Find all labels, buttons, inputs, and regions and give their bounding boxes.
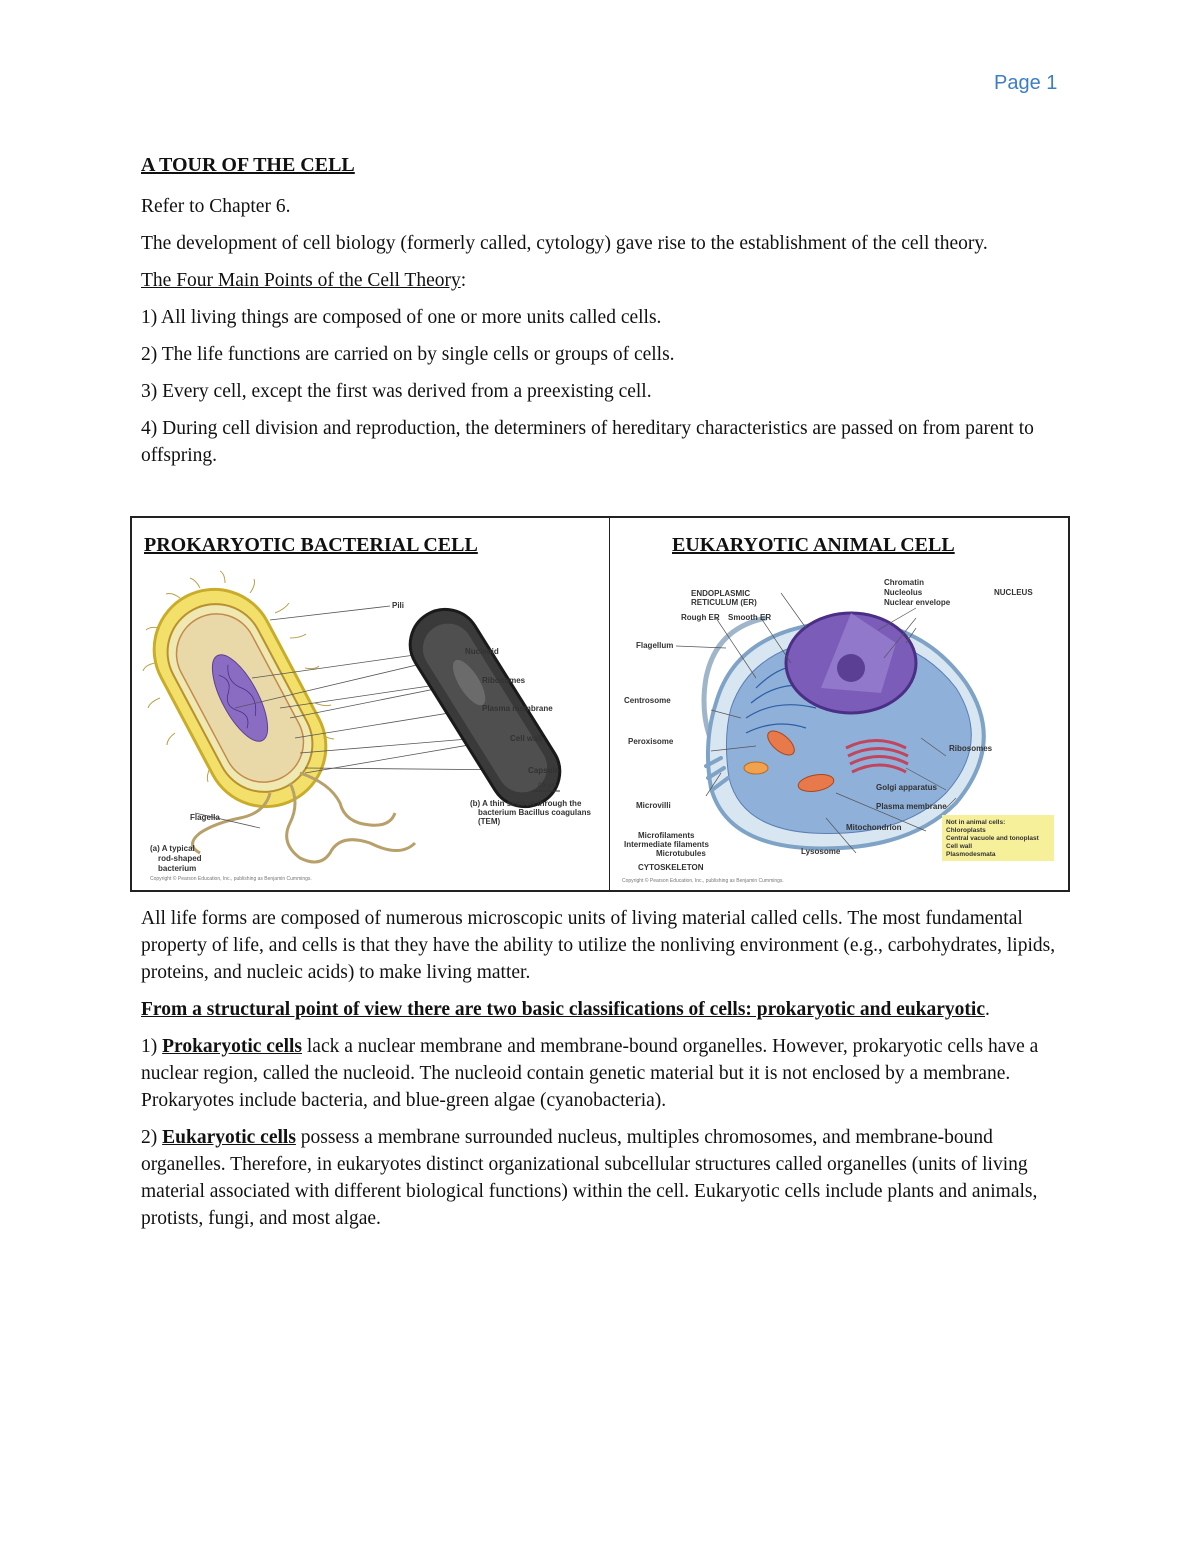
prok-number: 1) [141,1036,163,1057]
label-scale: 0.5 µm [538,783,557,789]
refer-text: Refer to Chapter 6. [141,196,291,217]
note-line-2: Chloroplasts [946,827,986,834]
structural-heading-period: . [985,999,990,1020]
label-microtubules: Microtubules [656,849,706,858]
euk-number: 2) [141,1127,163,1148]
note-line-5: Plasmodesmata [946,851,996,858]
cell-theory-list [141,304,1061,469]
label-cytoskeleton: CYTOSKELETON [638,863,704,872]
points-heading-colon: : [460,270,467,291]
label-plasma-membrane-e: Plasma membrane [876,802,947,811]
label-plasma-membrane: Plasma membrane [482,704,553,713]
label-pili: Pili [392,601,405,610]
note-line-4: Cell wall [946,843,973,850]
caption-a-1: (a) A typical [150,844,195,853]
label-capsule: Capsule [528,766,560,775]
note-line-1: Not in animal cells: [946,819,1006,826]
label-ribosomes: Ribosomes [482,676,526,685]
list-item: 1) All living things are composed of one or more units called cells. [141,307,662,328]
development-text: The development of cell biology (formerly called, cytology) gave rise to the establishment of the cell theory. [141,233,988,254]
label-flagella: Flagella [190,813,220,822]
label-smooth-er: Smooth ER [728,613,772,622]
note-line-3: Central vacuole and tonoplast [946,835,1039,842]
eukaryotic-paragraph [141,1124,1061,1232]
intro-section [141,150,1061,479]
life-forms-text: All life forms are composed of numerous microscopic units of living material called cells. The most fundamental property of life, and cells is that they have the ability to utilize the nonliving environment (e.g., carbohydrates, lipids, proteins, and nucleic acids) to make living matter. [141,908,1056,983]
copyright-left: Copyright © Pearson Education, Inc., publishing as Benjamin Cummings. [150,876,312,882]
label-nucleolus: Nucleolus [884,588,923,597]
cell-figure-table [130,516,1070,892]
label-er-1: ENDOPLASMIC [691,589,751,598]
list-item: 2) The life functions are carried on by single cells or groups of cells. [141,344,675,365]
body-section [141,905,1061,1242]
prokaryotic-paragraph [141,1033,1061,1114]
label-microvilli: Microvilli [636,801,671,810]
page-title: A TOUR OF THE CELL [141,154,355,176]
prokaryotic-term: Prokaryotic cells [162,1036,303,1057]
label-peroxisome: Peroxisome [628,737,674,746]
label-chromatin: Chromatin [884,578,924,587]
label-nuclear-envelope: Nuclear envelope [884,598,951,607]
prokaryotic-title: PROKARYOTIC BACTERIAL CELL [144,534,478,556]
eukaryotic-text: possess a membrane surrounded nucleus, multiples chromosomes, and membrane-bound organelles. Therefore, in eukaryotes distinct organizational subcellular structures called organelles (units of living material associated with different biological functions) within the cell. Eukaryotic cells include plants and animals, protists, fungi, and most algae. [141,1127,1038,1229]
points-heading-text: The Four Main Points of the Cell Theory [141,270,461,291]
label-nucleoid: Nucleoid [465,647,499,656]
list-item: 4) During cell division and reproduction, the determiners of hereditary characteristics are passed on from parent to offspring. [141,418,1034,466]
label-intermediate-filaments: Intermediate filaments [624,840,709,849]
label-rough-er: Rough ER [681,613,720,622]
caption-a-3: bacterium [158,864,197,873]
label-ribosomes-e: Ribosomes [949,744,993,753]
points-heading [141,267,1061,294]
structural-heading [141,996,1061,1023]
label-microfilaments: Microfilaments [638,831,695,840]
eukaryotic-term: Eukaryotic cells [162,1127,296,1148]
copyright-right: Copyright © Pearson Education, Inc., publishing as Benjamin Cummings. [622,878,784,883]
figure-divider [609,518,610,890]
page-number: Page 1 [994,72,1058,94]
label-nucleus: NUCLEUS [994,588,1033,597]
caption-b-3: (TEM) [478,817,501,826]
prokaryotic-text: lack a nuclear membrane and membrane-bound organelles. However, prokaryotic cells have a nuclear region, called the nucleoid. The nucleoid contain genetic material but it is not enclosed by a membrane. Prokaryotes include bacteria, and blue-green algae (cyanobacteria). [141,1036,1039,1111]
label-centrosome: Centrosome [624,696,671,705]
label-golgi: Golgi apparatus [876,783,937,792]
label-mitochondrion: Mitochondrion [846,823,902,832]
caption-a-2: rod-shaped [158,854,202,863]
caption-b-1: (b) A thin section through the [470,799,582,808]
caption-b-2: bacterium Bacillus coagulans [478,808,591,817]
eukaryotic-diagram [616,568,1066,883]
structural-heading-text: From a structural point of view there are two basic classifications of cells: prokaryotic and eukaryotic [141,999,985,1020]
eukaryotic-title: EUKARYOTIC ANIMAL CELL [672,534,955,556]
label-er-2: RETICULUM (ER) [691,598,757,607]
label-lysosome: Lysosome [801,847,841,856]
prokaryotic-diagram [140,568,605,883]
label-flagellum: Flagellum [636,641,674,650]
label-cell-wall: Cell wall [510,734,543,743]
list-item: 3) Every cell, except the first was derived from a preexisting cell. [141,381,652,402]
